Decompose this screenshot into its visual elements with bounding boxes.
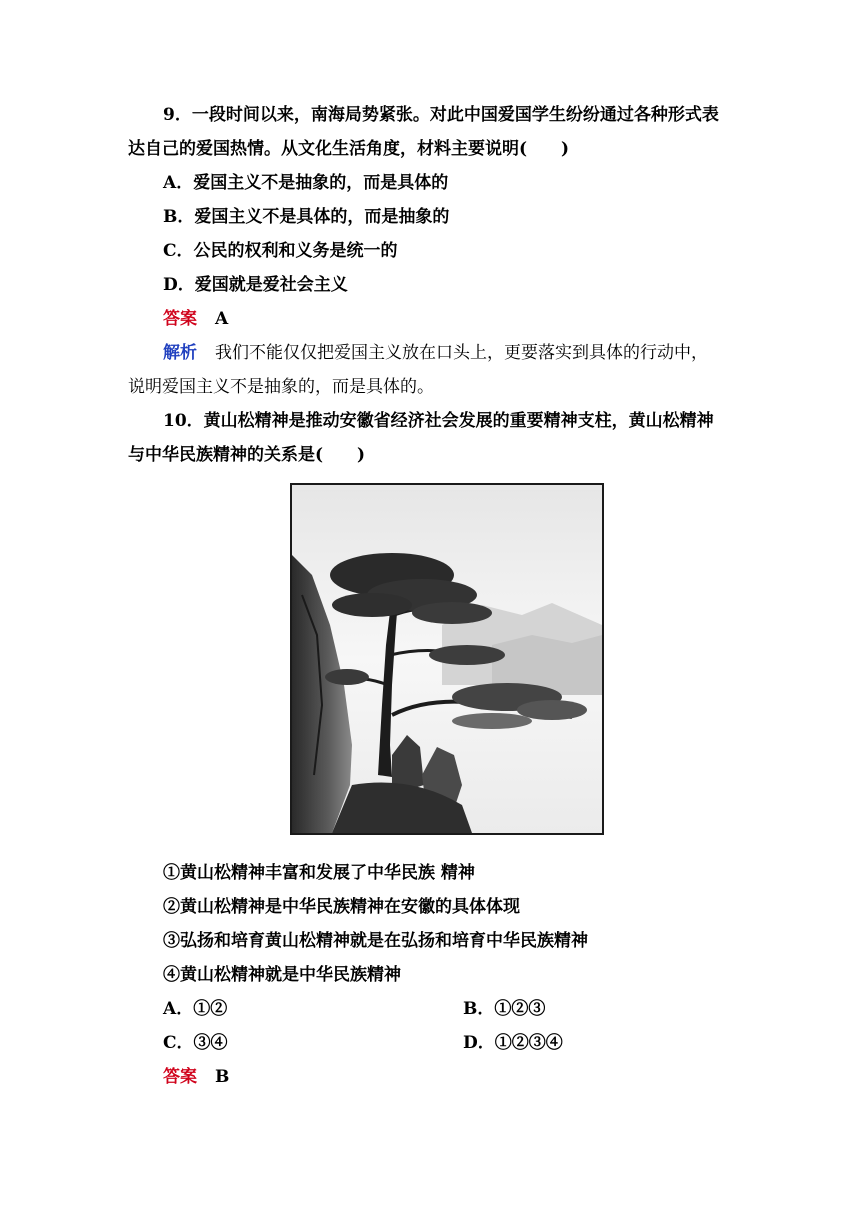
analysis-text: 我们不能仅仅把爱国主义放在口头上，更要落实到具体的行动中， [215,343,708,363]
q9-stem-line-1: 9．一段时间以来，南海局势紧张。对此中国爱国学生纷纷通过各种形式表 [163,105,719,125]
q10-option-a: A．①② [163,999,228,1019]
q9-analysis-line-2: 说明爱国主义不是抽象的，而是具体的。 [128,377,434,397]
q9-option-c: C．公民的权利和义务是统一的 [163,241,398,261]
q10-stem-line-2: 与中华民族精神的关系是( ) [128,445,366,465]
analysis-label: 解析 [163,343,197,363]
pine-tree-illustration [292,485,602,833]
q9-option-b: B．爱国主义不是具体的，而是抽象的 [163,207,450,227]
q10-statement-2: ②黄山松精神是中华民族精神在安徽的具体体现 [163,897,520,917]
q10-statement-4: ④黄山松精神就是中华民族精神 [163,965,401,985]
q10-option-d: D．①②③④ [463,1033,563,1053]
answer-label: 答案 [163,1067,197,1087]
q10-option-c: C．③④ [163,1033,228,1053]
huangshan-pine-photo [290,483,604,835]
q9-option-d: D．爱国就是爱社会主义 [163,275,348,295]
q10-statement-1: ①黄山松精神丰富和发展了中华民族 精神 [163,863,475,883]
answer-label: 答案 [163,309,197,329]
q9-analysis-line-1 [163,341,708,365]
q10-statement-3: ③弘扬和培育黄山松精神就是在弘扬和培育中华民族精神 [163,931,588,951]
q10-answer [163,1065,229,1089]
q10-option-b: B．①②③ [463,999,546,1019]
answer-value: A [215,309,229,329]
answer-value: B [215,1067,230,1087]
q9-answer [163,307,228,331]
q9-option-a: A．爱国主义不是抽象的，而是具体的 [163,173,449,193]
q10-stem-line-1: 10．黄山松精神是推动安徽省经济社会发展的重要精神支柱，黄山松精神 [163,411,714,431]
q9-stem-line-2: 达自己的爱国热情。从文化生活角度，材料主要说明( ) [128,139,570,159]
